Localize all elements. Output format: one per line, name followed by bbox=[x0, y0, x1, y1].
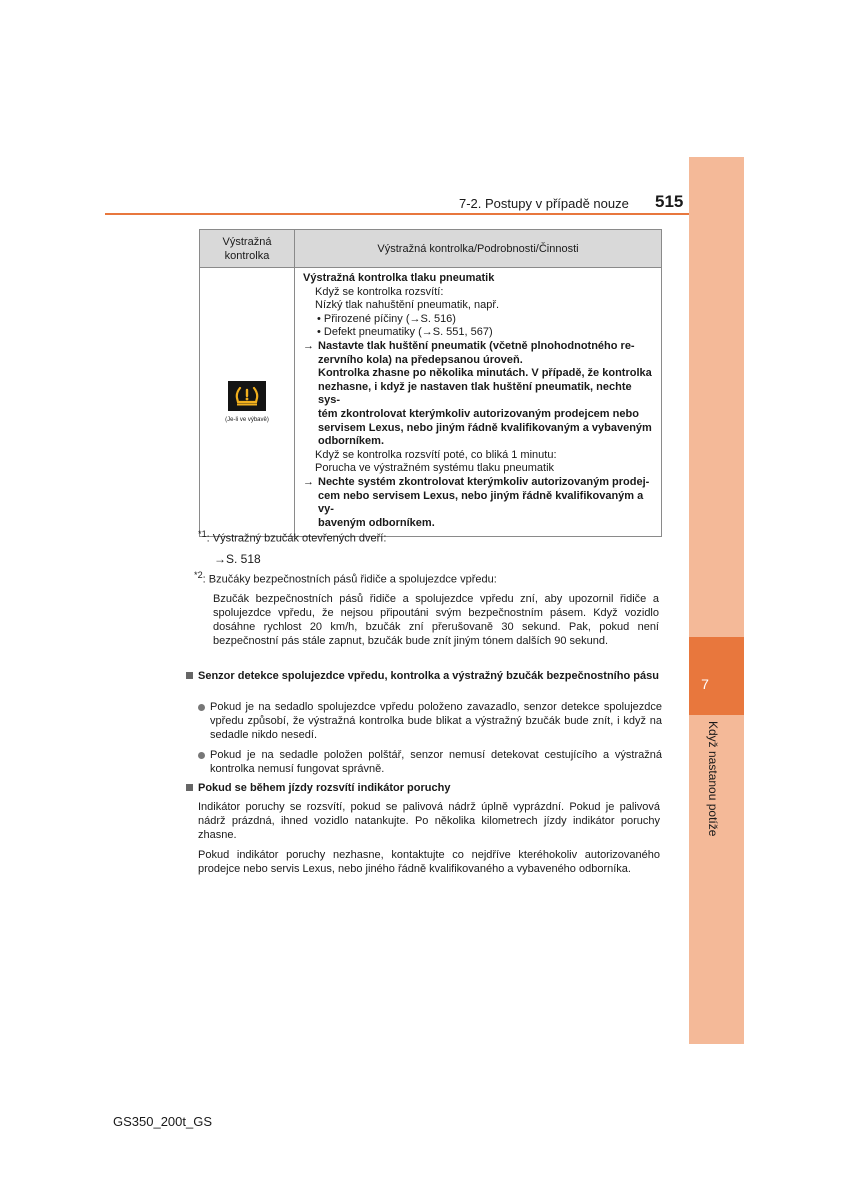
action-line: odborníkem. bbox=[318, 435, 385, 448]
footnote-1 bbox=[198, 527, 386, 546]
section-paragraph: Pokud indikátor poruchy nezhasne, kontaktujte co nejdříve kteréhokoliv autorizovaného prodejce nebo servis Lexus, nebo jiného řádně kvalifikovaného a vybaveného odborníka. bbox=[198, 849, 660, 875]
footnote-text: : Výstražný bzučák otevřených dveří: bbox=[206, 532, 387, 545]
action-line: cem nebo servisem Lexus, nebo jiným řádně kvalifikovaným a vy- bbox=[318, 489, 644, 516]
action-line: zervního kola) na předepsanou úroveň. bbox=[318, 353, 523, 366]
warning-table bbox=[199, 229, 662, 537]
footnote-text: : Bzučáky bezpečnostních pásů řidiče a spolujezdce vpředu: bbox=[202, 573, 497, 586]
section-paragraph: Indikátor poruchy se rozsvítí, pokud se palivová nádrž úplně vyprázdní. Pokud je palivová nádrž prázdná, ihned vozidlo natankujte. Po několika kilometrech jízdy indikátor poruchy zhasne. bbox=[198, 801, 660, 841]
icon-cell bbox=[200, 268, 295, 537]
square-bullet-icon bbox=[186, 672, 193, 679]
square-bullet-icon bbox=[186, 784, 193, 791]
icon-note: (Je-li ve výbavě) bbox=[225, 417, 269, 424]
footnote-2 bbox=[194, 568, 497, 587]
section-heading bbox=[186, 781, 662, 795]
section-title: 7-2. Postupy v případě nouze bbox=[459, 196, 629, 211]
footnote-ref[interactable]: →S. 518 bbox=[214, 552, 261, 566]
arrow-icon: → bbox=[303, 475, 314, 488]
action-block bbox=[303, 476, 655, 530]
model-code: GS350_200t_GS bbox=[113, 1114, 213, 1129]
action-line: Nechte systém zkontrolovat kterýmkoliv autorizovaným prodej- bbox=[318, 475, 650, 488]
detail-bullet: • Přirozené píčiny (→S. 516) bbox=[317, 312, 456, 325]
page-number: 515 bbox=[655, 192, 684, 211]
col-header-details: Výstražná kontrolka/Podrobnosti/Činnosti bbox=[295, 230, 662, 268]
list-item-text: Pokud je na sedadlo spolujezdce vpředu položeno zavazadlo, senzor detekce spolujezdce vpředu způsobí, že výstražná kontrolka bude blikat a výstražný bzučák bude znít, i když na sedadle nikdo nesedí. bbox=[210, 701, 662, 741]
action-line: servisem Lexus, nebo jiným řádně kvalifikovaným a vybaveným bbox=[318, 421, 652, 434]
footnote-paragraph: Bzučák bezpečnostních pásů řidiče a spolujezdce vpředu zní, aby upozornil řidiče a spolujezdce vpředu, že nejsou připoutáni svým bezpečnostním pásem. Když vozidlo dosáhne rychlost 20 km/h, bzučák zní přerušovaně 30 sekund. Pak, pokud není bezpečnostní pás stále zapnut, bzučák bude znít jiným tónem dalších 90 sekund. bbox=[213, 593, 659, 647]
heading-text: Senzor detekce spolujezdce vpředu, kontrolka a výstražný bzučák bezpečnostního pásu bbox=[198, 670, 659, 682]
bullet-dot-icon bbox=[198, 704, 205, 711]
footnote-mark: *2 bbox=[194, 570, 203, 580]
action-line: nezhasne, i když je nastaven tlak huštění pneumatik, nechte sys- bbox=[318, 380, 632, 407]
section-heading bbox=[186, 669, 662, 683]
footnote-mark: *1 bbox=[198, 529, 207, 539]
detail-line: Když se kontrolka rozsvítí: bbox=[315, 285, 444, 298]
detail-cell bbox=[295, 268, 662, 537]
action-line: Kontrolka zhasne po několika minutách. V případě, že kontrolka bbox=[318, 367, 652, 380]
action-line: tém zkontrolovat kterýmkoliv autorizovaným prodejcem nebo bbox=[318, 407, 639, 420]
heading-text: Pokud se během jízdy rozsvítí indikátor poruchy bbox=[198, 782, 451, 794]
header-rule bbox=[105, 213, 689, 215]
list-item bbox=[198, 748, 662, 776]
table-header-row bbox=[200, 230, 662, 268]
detail-line: Když se kontrolka rozsvítí poté, co bliká 1 minutu: bbox=[315, 448, 557, 461]
detail-line: Nízký tlak nahuštění pneumatik, např. bbox=[315, 299, 500, 312]
arrow-icon: → bbox=[303, 339, 314, 352]
bullet-dot-icon bbox=[198, 752, 205, 759]
action-block bbox=[303, 340, 655, 449]
chapter-number: 7 bbox=[701, 676, 709, 692]
tire-pressure-warning-icon bbox=[228, 381, 266, 411]
action-line: baveným odborníkem. bbox=[318, 516, 435, 529]
table-row bbox=[200, 268, 662, 537]
detail-title: Výstražná kontrolka tlaku pneumatik bbox=[303, 272, 495, 284]
col-header-light: Výstražná kontrolka bbox=[200, 230, 295, 268]
action-line: Nastavte tlak huštění pneumatik (včetně plnohodnotného re- bbox=[318, 339, 635, 352]
list-item-text: Pokud je na sedadle položen polštář, senzor nemusí detekovat cestujícího a výstražná kontrolka nemusí fungovat správně. bbox=[210, 749, 662, 775]
detail-bullet: • Defekt pneumatiky (→S. 551, 567) bbox=[317, 326, 493, 339]
chapter-title: Když nastanou potíže bbox=[706, 721, 720, 837]
detail-line: Porucha ve výstražném systému tlaku pneumatik bbox=[315, 462, 555, 475]
list-item bbox=[198, 700, 662, 742]
